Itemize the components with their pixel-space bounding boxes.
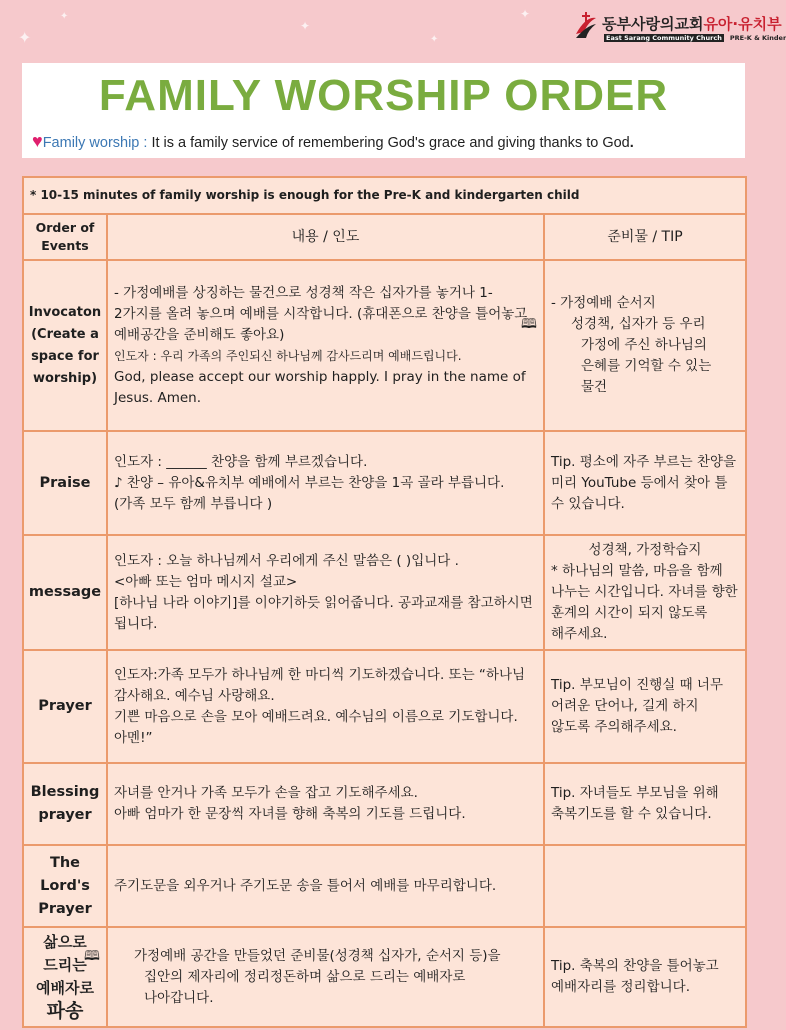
event-sending-line1: 삶으로 드리는 예배자로 [36,933,94,997]
heart-icon: ♥ [32,131,43,151]
star-decoration-icon: ✦ [18,28,32,47]
book-icon: 🕮 [521,316,537,332]
star-decoration-icon: ✦ [430,34,439,45]
tip-line [521,314,739,398]
table-row [23,535,746,650]
content-invocation [107,260,544,431]
subtitle-period: . [629,135,634,151]
content-prayer [107,650,544,763]
content-line: 기쁜 마음으로 손을 모아 예배드려요. 예수님의 이름으로 기도합니다. 아멘!” [114,708,518,746]
table-note-row [23,177,746,214]
church-logo-icon [574,12,598,42]
event-message: message [23,535,107,650]
content-message [107,535,544,650]
header-content: 내용 / 인도 [107,214,544,260]
content-text: 가정예배 공간을 만들었던 준비물(성경책 십자가, 순서지 등)을 집안의 제자리에 정리정돈하며 삶으로 드리는 예배자로 나아갑니다. [134,947,501,1006]
table-row [23,845,746,927]
worship-order-table [22,176,747,1028]
event-sending-line2: 파송 [46,1000,84,1022]
logo-subtitle [604,34,786,42]
event-invocation: Invocaton (Create a space for worship) [23,260,107,431]
content-lords-prayer [107,845,544,927]
content-line: 인도자 : 우리 가족의 주인되신 하나님께 감사드리며 예배드립니다. [114,348,462,363]
event-prayer: Prayer [23,650,107,763]
content-sending [84,927,544,1027]
subtitle-label: Family worship : [42,135,152,151]
event-sending [23,927,107,1027]
content-line [84,946,537,1009]
table-row [23,650,746,763]
content-praise [107,431,544,535]
tip-line: Tip. 축복의 찬양을 틀어놓고 예배자리를 정리합니다. [551,958,719,995]
tip-line: * 하나님의 말씀, 마음을 함께 나누는 시간입니다. 자녀를 향한 훈계의 시간이 되지 않도록 해주세요. [551,563,738,642]
content-blessing-prayer [107,763,544,845]
tip-line: Tip. 부모님이 진행실 때 너무 어려운 단어나, 길게 하지 않도록 주의해주세요. [551,677,724,735]
tip-text: 성경책, 십자가 등 우리 가정에 주신 하나님의 은혜를 기억할 수 있는 물건 [571,316,712,395]
title-card [22,63,745,158]
star-decoration-icon: ✦ [520,7,531,21]
book-icon: 🕮 [84,947,100,964]
star-decoration-icon: ✦ [300,19,311,33]
logo-church-name: 동부사랑의교회 [602,15,704,33]
content-line: ♪ 찬양 – 유아&유치부 예배에서 부르는 찬양을 1곡 골라 부릅니다. (가족 모두 함께 부릅니다 ) [114,474,505,512]
content-line: 주기도문을 외우거나 주기도문 송을 틀어서 예배를 마무리합니다. [114,877,497,894]
logo-church-name-en: East Sarang Community Church [606,34,722,42]
logo-department: 유아·유치부 [703,15,782,33]
tip-line: Tip. 자녀들도 부모님을 위해 축복기도를 할 수 있습니다. [551,785,719,822]
event-blessing-prayer: Blessing prayer [23,763,107,845]
header-tip: 준비물 / TIP [544,214,746,260]
logo-department-en: PRE-K & Kinder [729,34,786,42]
page-title: FAMILY WORSHIP ORDER [98,71,669,120]
tip-line: - 가정예배 순서지 [551,295,656,311]
logo-title [602,13,782,34]
tip-blessing-prayer [544,763,746,845]
content-line: [하나님 나라 이야기]를 이야기하듯 읽어줍니다. 공과교재를 참고하시면 됩니다. [114,594,533,632]
table-row [23,431,746,535]
table-note: * 10-15 minutes of family worship is enough for the Pre-K and kindergarten child [23,177,746,214]
table-row [23,260,746,431]
event-lords-prayer: The Lord's Prayer [23,845,107,927]
tip-prayer [544,650,746,763]
content-line: 인도자 : 오늘 하나님께서 우리에게 주신 말씀은 ( )입니다 . [114,552,459,569]
table-row [23,763,746,845]
tip-sending [544,927,746,1027]
event-praise: Praise [23,431,107,535]
content-line: 아빠 엄마가 한 문장씩 자녀를 향해 축복의 기도를 드립니다. [114,806,466,822]
content-line: 자녀를 안거나 가족 모두가 손을 잡고 기도해주세요. [114,785,418,801]
content-line: 인도자 : ______ 찬양을 함께 부르겠습니다. [114,453,368,470]
tip-praise [544,431,746,535]
content-line: 인도자:가족 모두가 하나님께 한 마디씩 기도하겠습니다. 또는 “하나님 감사해요. 예수님 사랑해요. [114,666,526,704]
tip-line: 성경책, 가정학습지 [588,542,702,558]
table-row [23,927,746,1027]
content-line: <아빠 또는 엄마 메시지 설교> [114,573,298,590]
table-header-row [23,214,746,260]
content-line: God, please accept our worship happly. I pray in the name of Jesus. Amen. [114,368,526,406]
church-logo [574,12,786,48]
star-decoration-icon: ✦ [60,11,69,22]
subtitle-text: It is a family service of remembering God's grace and giving thanks to God [151,135,630,151]
page-subtitle [32,131,634,152]
tip-line: Tip. 평소에 자주 부르는 찬양을 미리 YouTube 등에서 찾아 틀 수 있습니다. [551,453,737,512]
header-event: Order of Events [23,214,107,260]
tip-lords-prayer [544,845,746,927]
tip-message [544,535,746,650]
tip-invocation [521,260,746,431]
content-line: - 가정예배를 상징하는 물건으로 성경책 작은 십자가를 놓거나 1-2가지를 올려 놓으며 예배를 시작합니다. (휴대폰으로 찬양을 틀어놓고 예배공간을 준비해도 좋아요) [114,284,528,343]
